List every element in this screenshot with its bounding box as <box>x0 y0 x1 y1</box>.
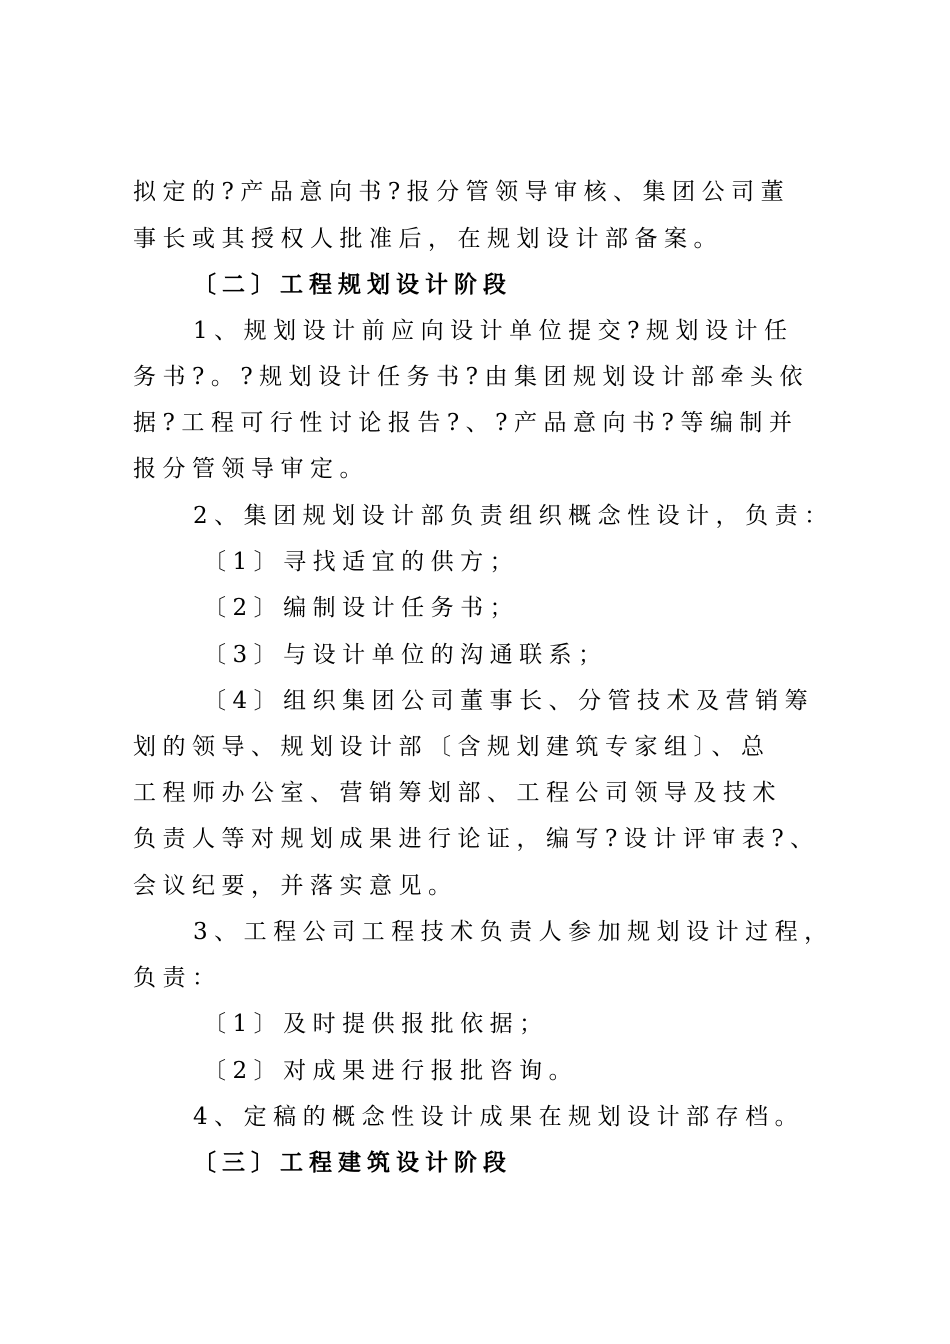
paragraph-line: 划的领导、规划设计部〔含规划建筑专家组〕、总 <box>133 734 771 760</box>
paragraph-line: 4、定稿的概念性设计成果在规划设计部存档。 <box>193 1104 805 1130</box>
paragraph-line: 2、集团规划设计部负责组织概念性设计，负责： <box>193 503 834 529</box>
paragraph-line: 务书?。?规划设计任务书?由集团规划设计部牵头依 <box>133 364 809 390</box>
list-item: 〔2〕编制设计任务书； <box>203 595 520 621</box>
list-item: 〔4〕组织集团公司董事长、分管技术及营销筹 <box>203 688 815 714</box>
paragraph-line: 3、工程公司工程技术负责人参加规划设计过程， <box>193 919 834 945</box>
paragraph-line: 事长或其授权人批准后，在规划设计部备案。 <box>133 226 723 252</box>
paragraph-line: 会议纪要，并落实意见。 <box>133 873 458 899</box>
paragraph-line: 工程师办公室、营销筹划部、工程公司领导及技术 <box>133 780 782 806</box>
list-item: 〔1〕及时提供报批依据； <box>203 1011 549 1037</box>
list-item: 〔1〕寻找适宜的供方； <box>203 549 520 575</box>
paragraph-line: 报分管领导审定。 <box>133 456 369 482</box>
paragraph-line: 负责人等对规划成果进行论证，编写?设计评审表?、 <box>133 826 820 852</box>
paragraph-line: 据?工程可行性讨论报告?、?产品意向书?等编制并 <box>133 410 799 436</box>
list-item: 〔2〕对成果进行报批咨询。 <box>203 1058 579 1084</box>
section-heading: 〔二〕工程规划设计阶段 <box>193 271 512 298</box>
list-item: 〔3〕与设计单位的沟通联系； <box>203 642 608 668</box>
section-heading: 〔三〕工程建筑设计阶段 <box>193 1149 512 1176</box>
paragraph-line: 负责： <box>133 965 222 991</box>
paragraph-line: 1、规划设计前应向设计单位提交?规划设计任 <box>193 318 794 344</box>
paragraph-line: 拟定的?产品意向书?报分管领导审核、集团公司董 <box>133 179 791 205</box>
